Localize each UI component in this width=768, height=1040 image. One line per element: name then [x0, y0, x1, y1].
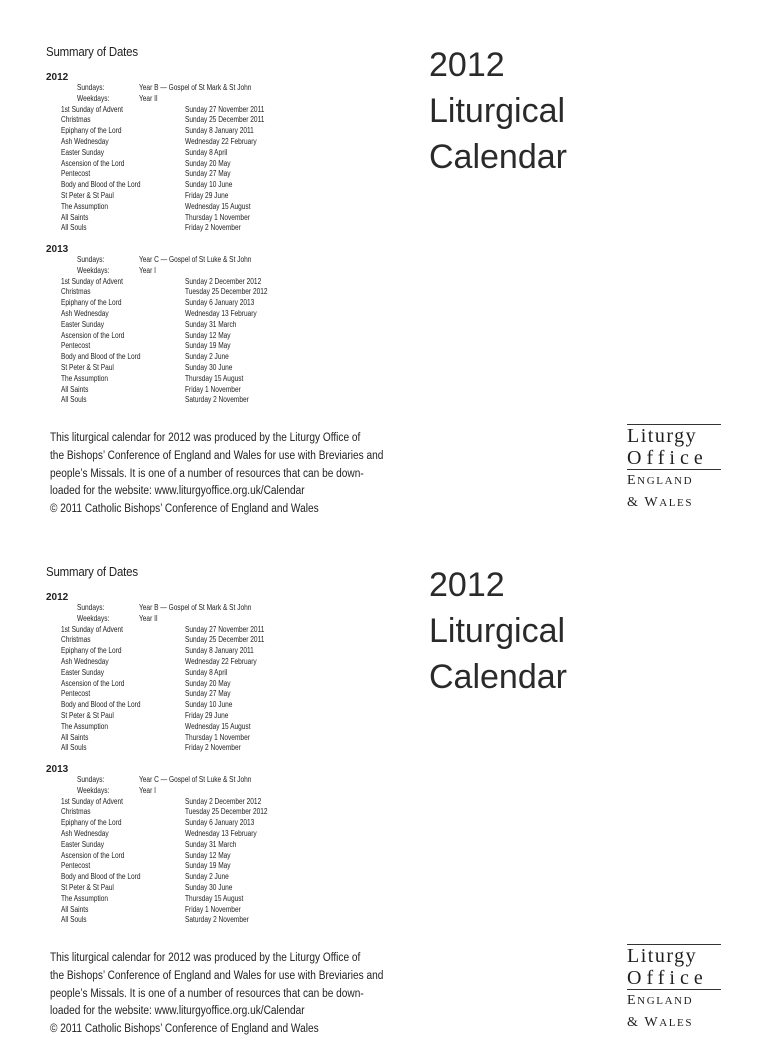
cycle-value: Year II [139, 613, 158, 623]
calendar-panel-bottom [0, 520, 768, 1040]
feast-date: Sunday 25 December 2011 [185, 115, 265, 125]
logo-wales-initial: W [644, 1015, 660, 1030]
cycle-label: Sundays: [77, 775, 105, 784]
logo-word-office: Office [627, 447, 708, 469]
logo-word-office: Office [627, 967, 708, 989]
feast-name: 1st Sunday of Advent [61, 104, 123, 114]
title-line: 2012 [429, 46, 505, 84]
feast-date: Sunday 27 November 2011 [185, 624, 265, 634]
feast-name: Ascension of the Lord [61, 678, 125, 688]
liturgy-office-logo [627, 424, 721, 514]
feast-name: The Assumption [61, 721, 109, 731]
feast-date: Sunday 12 May [185, 330, 231, 340]
description-line: loaded for the website: www.liturgyoffice.org.uk/Calendar [50, 1005, 305, 1018]
feast-date: Friday 29 June [185, 190, 229, 200]
feast-date: Sunday 31 March [185, 319, 237, 329]
feast-date: Wednesday 15 August [185, 201, 251, 211]
feast-date: Friday 2 November [185, 223, 241, 233]
description-line: the Bishops’ Conference of England and Wales for use with Breviaries and [50, 449, 384, 462]
cycle-value: Year B — Gospel of St Mark & St John [139, 83, 252, 92]
cycle-label: Sundays: [77, 603, 105, 612]
feast-date: Sunday 30 June [185, 882, 233, 892]
feast-date: Sunday 10 June [185, 700, 233, 710]
feast-date: Saturday 2 November [185, 915, 249, 925]
feast-name: Pentecost [61, 169, 91, 179]
feast-date: Sunday 27 May [185, 689, 231, 699]
feast-name: Epiphany of the Lord [61, 298, 122, 308]
feast-date: Sunday 27 May [185, 169, 231, 179]
liturgy-office-logo [627, 944, 721, 1034]
description-line: This liturgical calendar for 2012 was produced by the Liturgy Office of [50, 952, 361, 964]
feast-date: Sunday 25 December 2011 [185, 635, 265, 645]
feast-name: All Souls [61, 395, 87, 405]
title-line: 2012 [429, 566, 505, 604]
feast-date: Saturday 2 November [185, 395, 249, 405]
feast-name: The Assumption [61, 373, 109, 383]
feast-name: St Peter & St Paul [61, 190, 114, 200]
cycle-label: Sundays: [77, 255, 105, 264]
feast-date: Tuesday 25 December 2012 [185, 807, 268, 817]
feast-name: Epiphany of the Lord [61, 126, 122, 136]
feast-name: Christmas [61, 115, 91, 125]
logo-wales-rest: ALES [659, 1017, 694, 1029]
feast-name: Body and Blood of the Lord [61, 352, 141, 362]
feast-date: Wednesday 22 February [185, 656, 257, 666]
logo-england-rest: NGLAND [637, 995, 694, 1007]
feast-name: St Peter & St Paul [61, 882, 114, 892]
feast-name: All Saints [61, 384, 89, 394]
cycle-value: Year B — Gospel of St Mark & St John [139, 603, 252, 612]
feast-name: Easter Sunday [61, 147, 105, 157]
cycle-label: Sundays: [77, 83, 105, 92]
feast-name: Christmas [61, 807, 91, 817]
logo-ampersand: & [627, 1015, 640, 1030]
feast-name: Body and Blood of the Lord [61, 180, 141, 190]
feast-date: Sunday 8 April [185, 147, 228, 157]
cycle-value: Year I [139, 785, 156, 795]
cycle-label: Weekdays: [77, 265, 110, 275]
cycle-value: Year I [139, 265, 156, 275]
feast-name: 1st Sunday of Advent [61, 624, 123, 634]
feast-date: Thursday 1 November [185, 732, 250, 742]
feast-name: Easter Sunday [61, 839, 105, 849]
logo-ampersand: & [627, 495, 640, 510]
feast-name: 1st Sunday of Advent [61, 796, 123, 806]
feast-date: Wednesday 13 February [185, 308, 257, 318]
feast-date: Sunday 19 May [185, 341, 231, 351]
feast-date: Sunday 20 May [185, 678, 231, 688]
feast-name: Body and Blood of the Lord [61, 700, 141, 710]
feast-name: St Peter & St Paul [61, 710, 114, 720]
feast-date: Friday 1 November [185, 384, 241, 394]
description-line: This liturgical calendar for 2012 was produced by the Liturgy Office of [50, 432, 361, 444]
logo-england-initial: E [627, 473, 638, 488]
year-label: 2013 [46, 244, 69, 255]
feast-date: Wednesday 22 February [185, 136, 257, 146]
feast-name: All Souls [61, 743, 87, 753]
cycle-label: Weekdays: [77, 613, 110, 623]
feast-name: Ash Wednesday [61, 828, 109, 838]
feast-name: Ascension of the Lord [61, 330, 125, 340]
feast-name: The Assumption [61, 893, 109, 903]
title-line: Calendar [429, 138, 567, 176]
logo-word-england [627, 990, 721, 1012]
logo-wales-initial: W [644, 495, 660, 510]
feast-date: Friday 1 November [185, 904, 241, 914]
feast-name: 1st Sunday of Advent [61, 276, 123, 286]
feast-name: Easter Sunday [61, 667, 105, 677]
feast-date: Thursday 1 November [185, 212, 250, 222]
logo-england-rest: NGLAND [637, 475, 694, 487]
logo-word-wales [627, 1012, 721, 1034]
logo-england-initial: E [627, 993, 638, 1008]
logo-word-liturgy: Liturgy [627, 425, 698, 447]
feast-date: Sunday 12 May [185, 850, 231, 860]
cycle-value: Year C — Gospel of St Luke & St John [139, 255, 252, 264]
feast-date: Sunday 19 May [185, 861, 231, 871]
feast-name: Pentecost [61, 689, 91, 699]
feast-date: Tuesday 25 December 2012 [185, 287, 268, 297]
feast-date: Sunday 6 January 2013 [185, 818, 255, 828]
feast-date: Sunday 20 May [185, 158, 231, 168]
description-line: people’s Missals. It is one of a number of resources that can be down- [50, 987, 364, 1000]
feast-date: Sunday 2 December 2012 [185, 796, 262, 806]
feast-date: Wednesday 15 August [185, 721, 251, 731]
logo-word-wales [627, 492, 721, 514]
feast-name: Easter Sunday [61, 319, 105, 329]
summary-heading: Summary of Dates [46, 44, 138, 59]
summary-heading: Summary of Dates [46, 564, 138, 579]
feast-name: Ascension of the Lord [61, 850, 125, 860]
year-label: 2012 [46, 72, 69, 83]
cycle-value: Year II [139, 93, 158, 103]
feast-date: Sunday 2 December 2012 [185, 276, 262, 286]
description-line: loaded for the website: www.liturgyoffice.org.uk/Calendar [50, 485, 305, 498]
logo-word-liturgy: Liturgy [627, 945, 698, 967]
cycle-label: Weekdays: [77, 785, 110, 795]
feast-date: Wednesday 13 February [185, 828, 257, 838]
feast-date: Sunday 30 June [185, 362, 233, 372]
title-line: Calendar [429, 658, 567, 696]
feast-date: Sunday 10 June [185, 180, 233, 190]
feast-date: Sunday 8 January 2011 [185, 126, 254, 136]
feast-date: Sunday 31 March [185, 839, 237, 849]
cycle-label: Weekdays: [77, 93, 110, 103]
feast-name: Pentecost [61, 861, 91, 871]
logo-word-england [627, 470, 721, 492]
feast-name: Christmas [61, 635, 91, 645]
cycle-value: Year C — Gospel of St Luke & St John [139, 775, 252, 784]
feast-date: Friday 29 June [185, 710, 229, 720]
feast-date: Thursday 15 August [185, 373, 244, 383]
feast-name: Epiphany of the Lord [61, 646, 122, 656]
feast-name: All Saints [61, 212, 89, 222]
description-line: the Bishops’ Conference of England and Wales for use with Breviaries and [50, 969, 384, 982]
description [50, 950, 384, 1039]
feast-date: Sunday 8 April [185, 667, 228, 677]
feast-name: Ash Wednesday [61, 308, 109, 318]
feast-name: St Peter & St Paul [61, 362, 114, 372]
feast-name: Ash Wednesday [61, 136, 109, 146]
feast-date: Thursday 15 August [185, 893, 244, 903]
feast-date: Sunday 2 June [185, 352, 229, 362]
feast-name: Epiphany of the Lord [61, 818, 122, 828]
feast-name: Ash Wednesday [61, 656, 109, 666]
feast-name: The Assumption [61, 201, 109, 211]
feast-name: Ascension of the Lord [61, 158, 125, 168]
feast-name: All Souls [61, 915, 87, 925]
feast-date: Sunday 8 January 2011 [185, 646, 254, 656]
page-title [429, 562, 567, 700]
description [50, 430, 384, 519]
title-line: Liturgical [429, 92, 566, 130]
feast-name: Body and Blood of the Lord [61, 872, 141, 882]
feast-date: Sunday 6 January 2013 [185, 298, 255, 308]
logo-wales-rest: ALES [659, 497, 694, 509]
description-line: © 2011 Catholic Bishops’ Conference of England and Wales [50, 1023, 319, 1036]
feast-date: Friday 2 November [185, 743, 241, 753]
title-line: Liturgical [429, 612, 566, 650]
year-label: 2012 [46, 592, 69, 603]
feast-name: Pentecost [61, 341, 91, 351]
description-line: © 2011 Catholic Bishops’ Conference of England and Wales [50, 503, 319, 516]
feast-name: All Souls [61, 223, 87, 233]
description-line: people’s Missals. It is one of a number of resources that can be down- [50, 467, 364, 480]
feast-date: Sunday 27 November 2011 [185, 104, 265, 114]
feast-name: All Saints [61, 732, 89, 742]
feast-date: Sunday 2 June [185, 872, 229, 882]
page-title [429, 42, 567, 180]
year-label: 2013 [46, 764, 69, 775]
feast-name: All Saints [61, 904, 89, 914]
feast-name: Christmas [61, 287, 91, 297]
